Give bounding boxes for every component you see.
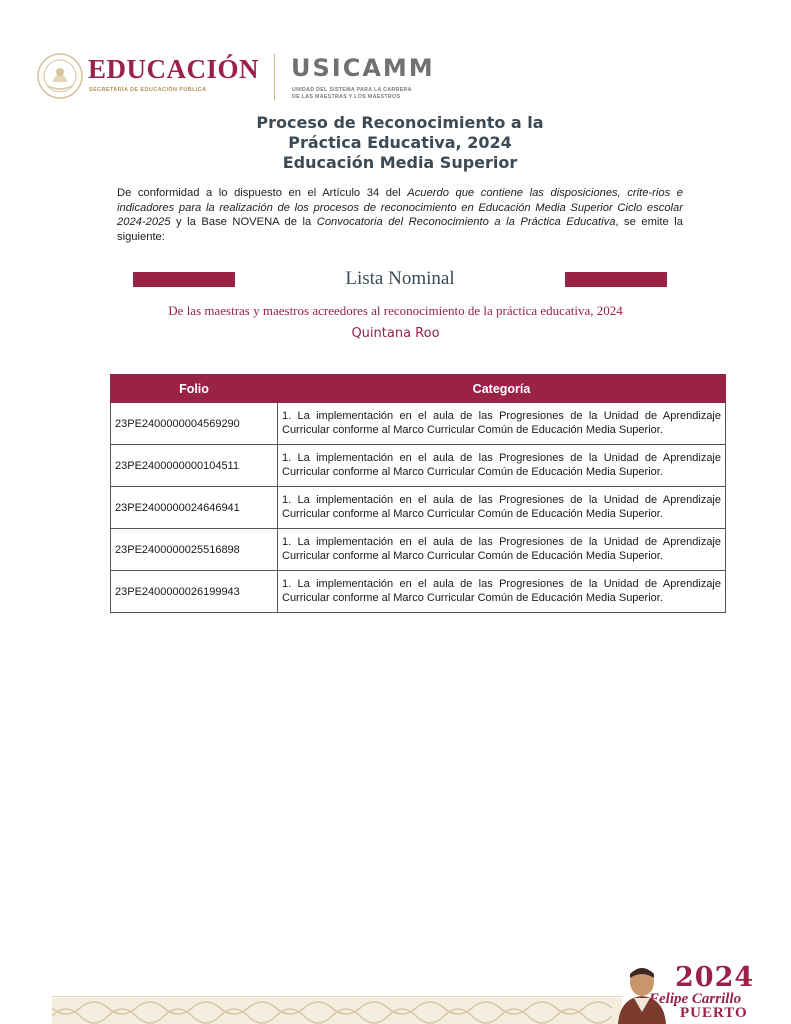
- felipe-carrillo-name: Felipe Carrillo: [649, 991, 742, 1007]
- column-header-categoria: Categoría: [278, 375, 726, 403]
- table-row: [111, 445, 726, 487]
- title-line-3: Educación Media Superior: [282, 153, 518, 172]
- categoria-cell: 1. La implementación en el aula de las Progresiones de la Unidad de Aprendizaje Curricular conforme al Marco Curricular Común de Educación Media Superior.: [278, 403, 726, 445]
- intro-paragraph: [117, 186, 683, 244]
- folio-cell: 23PE2400000025516898: [111, 529, 278, 571]
- intro-call-title: Convocatoria del Reconocimiento a la Práctica Educativa: [316, 216, 616, 228]
- usicamm-logo-subtitle: [292, 87, 452, 101]
- lista-subtitle: De las maestras y maestros acreedores al reconocimiento de la práctica educativa, 2024: [168, 303, 623, 318]
- national-seal-icon: [36, 52, 84, 100]
- intro-text-2: y la Base NOVENA de la: [170, 216, 317, 228]
- folio-cell: 23PE2400000000104511: [111, 445, 278, 487]
- document-title: [0, 113, 791, 173]
- title-line-1: Proceso de Reconocimiento a la: [256, 113, 544, 132]
- title-line-2: Práctica Educativa, 2024: [288, 133, 512, 152]
- intro-text-1: De conformidad a lo dispuesto en el Artículo 34 del: [117, 187, 408, 199]
- document-header: [36, 50, 466, 106]
- folio-cell: 23PE2400000026199943: [111, 571, 278, 613]
- table-row: [111, 529, 726, 571]
- intro-text-3: , se emite la siguiente:: [117, 216, 683, 243]
- usicamm-logo-title: USICAMM: [291, 54, 435, 82]
- table-row: [111, 571, 726, 613]
- decorative-pattern-band: [52, 998, 622, 1024]
- categoria-cell: 1. La implementación en el aula de las Progresiones de la Unidad de Aprendizaje Curricular conforme al Marco Curricular Común de Educación Media Superior.: [278, 571, 726, 613]
- lista-heading: [133, 268, 667, 292]
- education-logo-subtitle: SECRETARÍA DE EDUCACIÓN PÚBLICA: [89, 87, 207, 93]
- education-logo-title: EDUCACIÓN: [88, 54, 260, 84]
- header-divider: [274, 54, 275, 100]
- footer-divider: [52, 996, 622, 997]
- categoria-cell: 1. La implementación en el aula de las Progresiones de la Unidad de Aprendizaje Curricular conforme al Marco Curricular Común de Educación Media Superior.: [278, 445, 726, 487]
- puerto-name: PUERTO: [680, 1005, 748, 1021]
- year-logo: 2024: [675, 962, 755, 993]
- heading-bar-right: [565, 272, 667, 287]
- state-name: Quintana Roo: [351, 326, 440, 341]
- table-row: [111, 487, 726, 529]
- nominal-table: [110, 374, 726, 613]
- categoria-cell: 1. La implementación en el aula de las Progresiones de la Unidad de Aprendizaje Curricular conforme al Marco Curricular Común de Educación Media Superior.: [278, 487, 726, 529]
- categoria-cell: 1. La implementación en el aula de las Progresiones de la Unidad de Aprendizaje Curricular conforme al Marco Curricular Común de Educación Media Superior.: [278, 529, 726, 571]
- column-header-folio: Folio: [111, 375, 278, 403]
- lista-title: Lista Nominal: [345, 268, 455, 289]
- intro-agreement-title: Acuerdo que contiene las disposiciones, crite-rios e indicadores para la realización de los procesos de reconocimiento en Educación Media Superior Ciclo escolar 2024-2025: [117, 187, 683, 228]
- table-header-row: [111, 375, 726, 403]
- usicamm-subtitle-line2: DE LAS MAESTRAS Y LOS MAESTROS: [292, 94, 401, 100]
- table-row: [111, 403, 726, 445]
- folio-cell: 23PE2400000004569290: [111, 403, 278, 445]
- folio-cell: 23PE2400000024646941: [111, 487, 278, 529]
- usicamm-subtitle-line1: UNIDAD DEL SISTEMA PARA LA CARRERA: [292, 87, 412, 93]
